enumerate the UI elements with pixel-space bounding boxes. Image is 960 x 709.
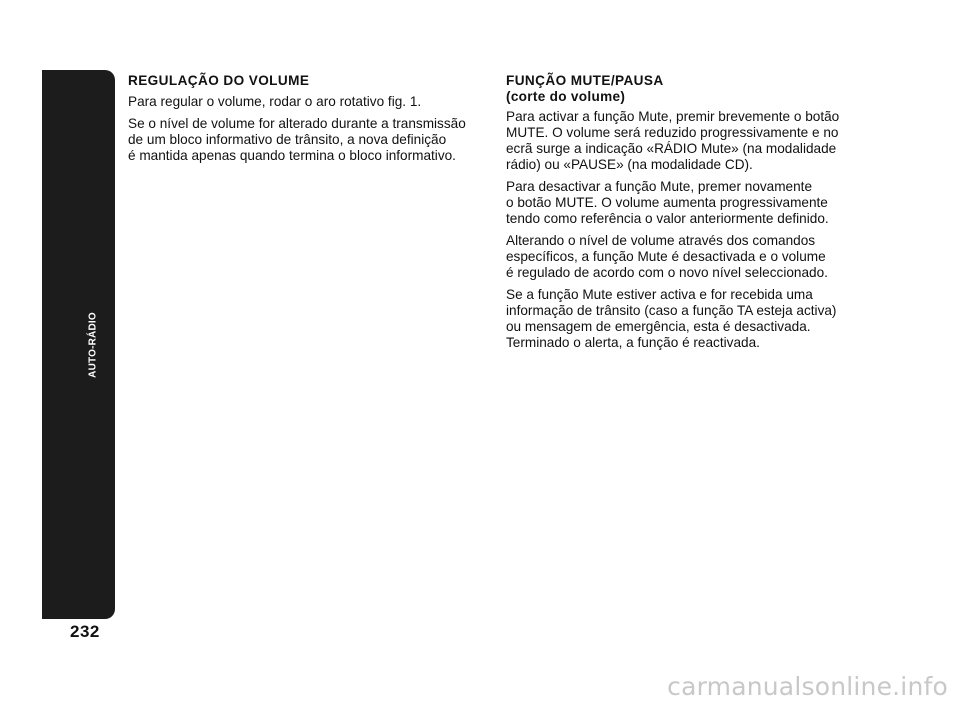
mute-heading: FUNÇÃO MUTE/PAUSA — [506, 73, 664, 88]
section-label: AUTO-RÁDIO — [87, 312, 99, 378]
mute-paragraph-4: Se a função Mute estiver activa e for recebida uma informação de trânsito (caso a função TA esteja activa) ou mensagem de emergência, esta é desactivada. Terminado o alerta, a função é reactivada. — [506, 287, 837, 350]
volume-paragraph-2: Se o nível de volume for alterado durante a transmissão de um bloco informativo de trânsito, a nova definição é mantida apenas quando termina o bloco informativo. — [128, 116, 466, 163]
watermark-text: carmanualsonline.info — [667, 672, 948, 701]
volume-paragraph-1: Para regular o volume, rodar o aro rotativo fig. 1. — [128, 94, 422, 109]
page-number: 232 — [70, 622, 100, 641]
mute-paragraph-2: Para desactivar a função Mute, premer novamente o botão MUTE. O volume aumenta progressivamente tendo como referência o valor anteriormente definido. — [506, 179, 829, 226]
section-sidebar-tab — [42, 70, 115, 619]
right-column — [506, 72, 856, 357]
mute-paragraph-1: Para activar a função Mute, premir brevemente o botão MUTE. O volume será reduzido progressivamente e no ecrã surge a indicação «RÁDIO Mute» (na modalidade rádio) ou «PAUSE» (na modalidade CD). — [506, 109, 840, 172]
left-column — [128, 72, 473, 170]
volume-heading: REGULAÇÃO DO VOLUME — [128, 73, 310, 88]
mute-subheading: (corte do volume) — [506, 89, 626, 104]
mute-paragraph-3: Alterando o nível de volume através dos comandos específicos, a função Mute é desactivada e o volume é regulado de acordo com o novo nível seleccionado. — [506, 233, 828, 280]
